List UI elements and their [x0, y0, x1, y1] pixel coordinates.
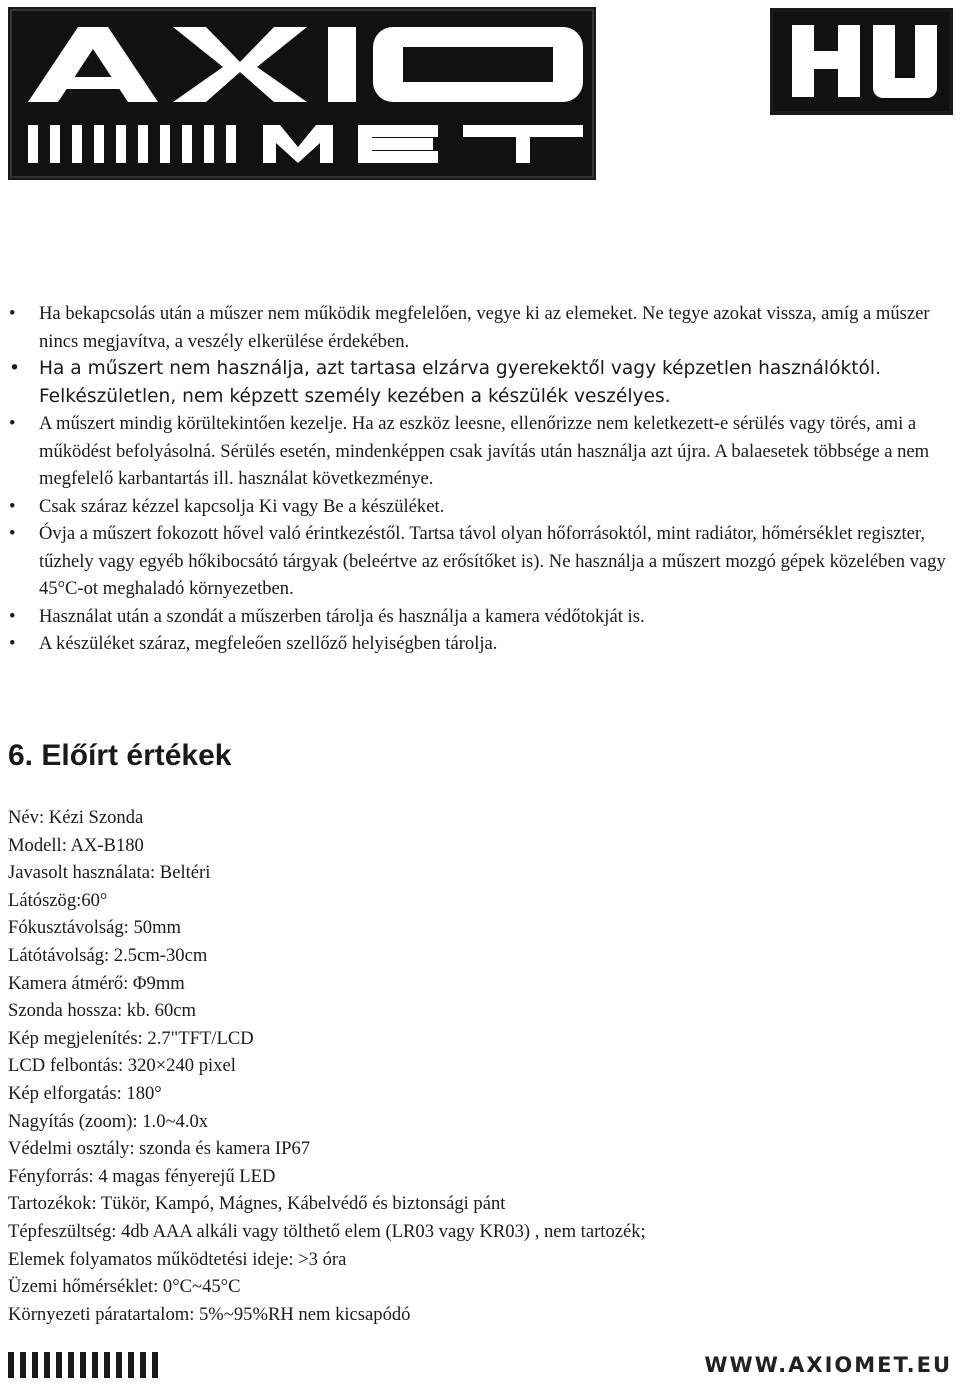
list-item: • A készüléket száraz, megfeleően szellőző helyiségben tárolja. [0, 630, 960, 658]
list-item: • A műszert mindig körültekintően kezelje. Ha az eszköz leesne, ellenőrizze nem keletkezett-e sérülés vagy törés, ami a működést befolyásolná. Sérülés esetén, mindenképpen csak javítás után használja azt újra. A balaesetek többsége a nem megfelelő karbantartás ill. használat következménye. [0, 410, 960, 493]
spec-item: Nagyítás (zoom): 1.0~4.0x [8, 1110, 209, 1132]
list-item: • Ha bekapcsolás után a műszer nem működik megfelelően, vegye ki az elemeket. Ne tegye azokat vissza, amíg a műszer nincs megjavítva, a veszély elkerülése érdekében. [0, 300, 960, 355]
list-item: • Használat után a szondát a műszerben tárolja és használja a kamera védőtokját is. [0, 603, 960, 631]
section-number: 6. [8, 739, 34, 772]
spec-item: Kép elforgatás: 180° [8, 1082, 162, 1104]
list-item: • Ha a műszert nem használja, azt tartasa elzárva gyerekektől vagy képzetlen használóktól. Felkészületlen, nem képzett személy kezében a készülék veszélyes. [0, 355, 960, 410]
axiomet-logo [8, 7, 596, 180]
spec-item: Látószög:60° [8, 889, 108, 911]
spec-item: Modell: AX-B180 [8, 834, 144, 856]
section-heading [8, 736, 231, 776]
footer-website-link[interactable]: WWW.AXIOMET.EU [704, 1353, 952, 1377]
spec-item: Üzemi hőmérséklet: 0°C~45°C [8, 1276, 241, 1298]
spec-item: Szonda hossza: kb. 60cm [8, 1000, 196, 1022]
safety-instructions-list [0, 300, 960, 658]
spec-item: Kép megjelenítés: 2.7"TFT/LCD [8, 1027, 254, 1049]
spec-item: Környezeti páratartalom: 5%~95%RH nem kicsapódó [8, 1303, 411, 1325]
language-badge-hu [770, 8, 953, 115]
spec-item: Javasolt használata: Beltéri [8, 862, 211, 884]
spec-item: Fókusztávolság: 50mm [8, 917, 182, 939]
spec-item: Látótávolság: 2.5cm-30cm [8, 944, 208, 966]
spec-item: Tépfeszültség: 4db AAA alkáli vagy tölthető elem (LR03 vagy KR03) , nem tartozék; [8, 1220, 646, 1242]
spec-item: Védelmi osztály: szonda és kamera IP67 [8, 1138, 311, 1160]
spec-item: Elemek folyamatos működtetési ideje: >3 óra [8, 1248, 347, 1270]
list-item: • Óvja a műszert fokozott hővel való érintkezéstől. Tartsa távol olyan hőforrásoktól, mint radiátor, hőmérséklet regiszter, tűzhely vagy egyéb hőkibocsátó tárgyak (beleértve az erősítőket is). Ne használja a műszert mozgó gépek közelében vagy 45°C-ot meghaladó környezetben. [0, 520, 960, 603]
spec-item: Név: Kézi Szonda [8, 807, 144, 828]
spec-item: Tartozékok: Tükör, Kampó, Mágnes, Kábelvédő és biztonsági pánt [8, 1193, 506, 1215]
specifications-list [8, 804, 646, 1328]
footer-bars-logo [8, 1352, 158, 1378]
list-item: • Csak száraz kézzel kapcsolja Ki vagy Be a készüléket. [0, 493, 960, 521]
spec-item: Fényforrás: 4 magas fényerejű LED [8, 1165, 276, 1187]
section-title: Előírt értékek [41, 739, 232, 772]
spec-item: Kamera átmérő: Φ9mm [8, 972, 185, 994]
spec-item: LCD felbontás: 320×240 pixel [8, 1055, 236, 1077]
